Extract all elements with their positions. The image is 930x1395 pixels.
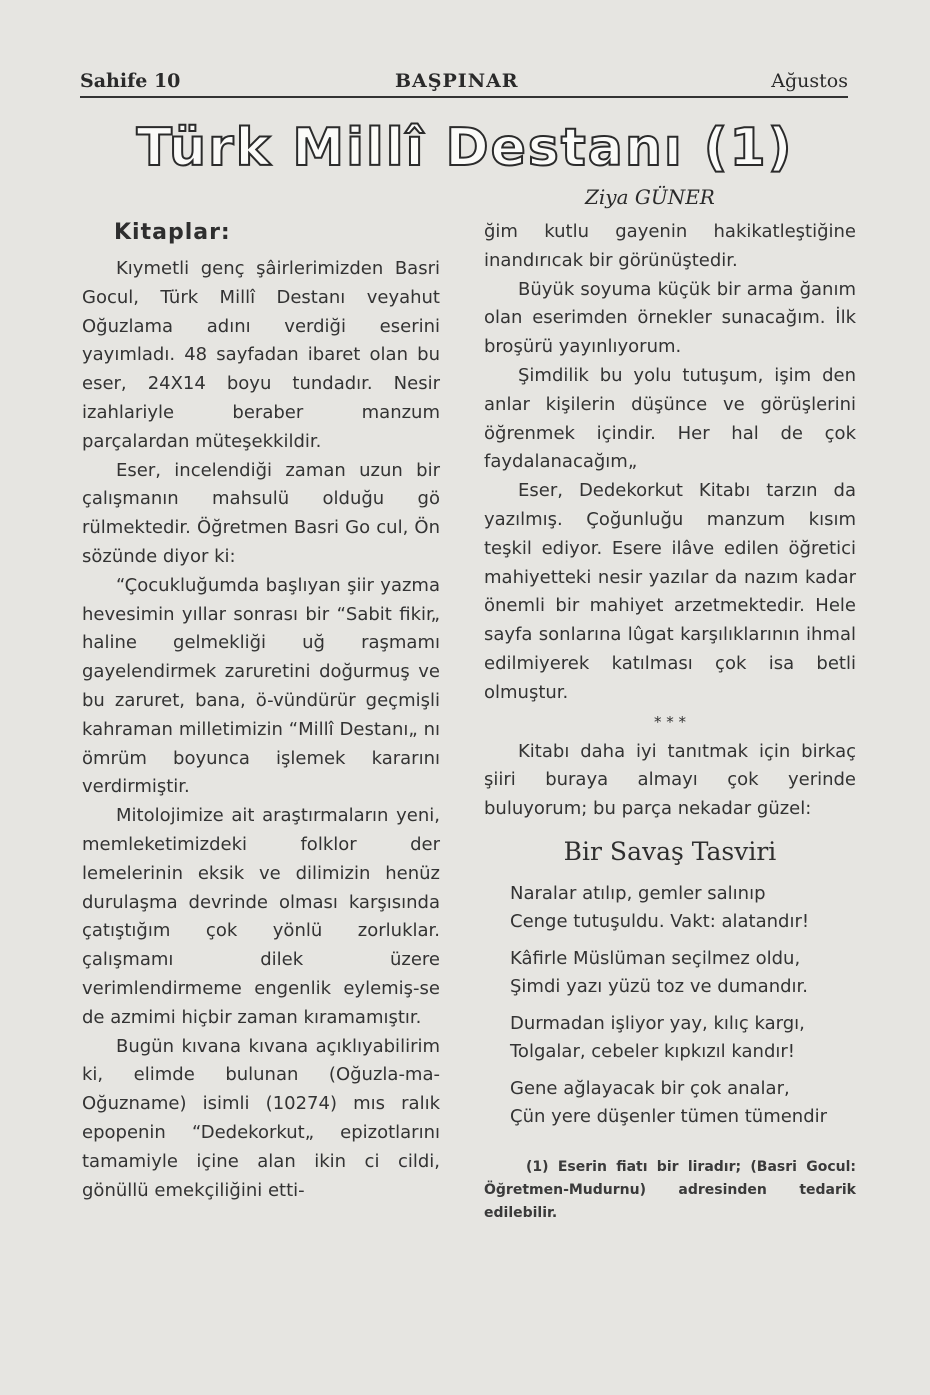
article-title: Türk Millî Destanı (1) [136, 118, 794, 178]
paragraph: Eser, incelendiği zaman uzun bir çalışmanın mahsulü olduğu gö rülmektedir. Öğretmen Basri Go cul, Ön sözünde diyor ki: [82, 459, 440, 567]
issue-month: Ağustos [771, 70, 848, 92]
poem-stanza [510, 1010, 856, 1067]
footnote-marker: (1) [526, 1158, 549, 1175]
page-number: Sahife 10 [80, 70, 181, 92]
poem-line: Tolgalar, cebeler kıpkızıl kandır! [510, 1041, 795, 1063]
paragraph: Kitabı daha iyi tanıtmak için birkaç şiiri buraya almayı çok yerinde buluyorum; bu parça nekadar güzel: [484, 740, 856, 820]
page-header [80, 68, 848, 98]
poem-line: Şimdi yazı yüzü toz ve dumandır. [510, 976, 808, 998]
poem-stanza [510, 880, 856, 937]
paragraph: Kıymetli genç şâirlerimizden Basri Gocul, Türk Millî Destanı veyahut Oğuzlama adını verdiği eserini yayımladı. 48 sayfadan ibaret olan bu eser, 24X14 boyu tundadır. Nesir izahlariyle beraber manzum parçalardan müteşekkildir. [82, 258, 440, 452]
poem-line: Naralar atılıp, gemler salınıp [510, 882, 766, 904]
poem-title: Bir Savaş Tasviri [563, 836, 777, 866]
poem-line: Çün yere düşenler tümen tümendir [510, 1106, 828, 1128]
poem-line: Cenge tutuşuldu. Vakt: alatandır! [510, 911, 810, 933]
paragraph: Şimdilik bu yolu tutuşum, işim den anlar kişilerin düşünce ve görüşlerini öğrenmek içindir. Her hal de çok faydalanacağım„ [484, 364, 856, 473]
footnote [484, 1156, 856, 1225]
paragraph: Mitolojimize ait araştırmaların yeni, memleketimizdeki folklor der lemelerinin eksik ve dilimizin henüz durulaşma devrinde olması karşısında çatıştığım çok yönlü zorluklar. çalışmamı dilek üzere verimlendirmeme engenlik eylemiş-se de azmimi hiçbir zaman kıramamıştır. [82, 805, 440, 1028]
paragraph: Bugün kıvana kıvana açıklıyabilirim ki, elimde bulunan (Oğuzla-ma-Oğuzname) isimli (10274) mıs ralık epopenin “Dedekorkut„ epizotlarını tamamiyle içine alan ikin ci cildi, gönüllü emekçiliğini etti- [82, 1035, 440, 1201]
poem-line: Kâfirle Müslüman seçilmez oldu, [510, 947, 801, 969]
right-column [484, 218, 856, 1225]
paragraph: Eser, Dedekorkut Kitabı tarzın da yazılmış. Çoğunluğu manzum kısım teşkil ediyor. Esere ilâve edilen öğretici mahiyetteki nesir yazılar da nazım kadar önemli bir mahiyet arzetmektedir. Hele sayfa sonlarına lûgat karşılıklarının ihmal edilmiyerek katılması çok isa betli olmuştur. [484, 480, 856, 703]
paragraph: ğim kutlu gayenin hakikatleştiğine inandırıcak bir görünüştedir. [484, 221, 856, 271]
article-author: Ziya GÜNER [585, 185, 715, 209]
footnote-text: Eserin fiatı bir liradır; (Basri Gocul: Öğretmen-Mudurnu) adresinden tedarik edilebilir. [484, 1158, 856, 1221]
poem-line: Gene ağlayacak bir çok analar, [510, 1077, 790, 1099]
poem-stanza [510, 945, 856, 1002]
paragraph: Büyük soyuma küçük bir arma ğanım olan eserimden örnekler sunacağım. İlk broşürü yayınlıyorum. [484, 278, 856, 358]
poem-line: Durmadan işliyor yay, kılıç kargı, [510, 1012, 805, 1034]
section-separator: * * * [653, 712, 687, 731]
left-column [82, 218, 440, 1205]
paragraph: “Çocukluğumda başlıyan şiir yazma hevesimin yıllar sonrası bir “Sabit fikir„ haline gelmekliği uğ raşmamı gayelendirmek zaruretini doğurmuş ve bu zaruret, bana, ö-vündürür geçmişli kahraman milletimizin “Millî Destanı„ nı ömrüm boyunca işlemek kararını verdirmiştir. [82, 574, 440, 798]
poem-stanza [510, 1075, 856, 1132]
section-heading: Kitaplar: [114, 220, 231, 245]
magazine-name: BAŞPINAR [395, 70, 519, 92]
